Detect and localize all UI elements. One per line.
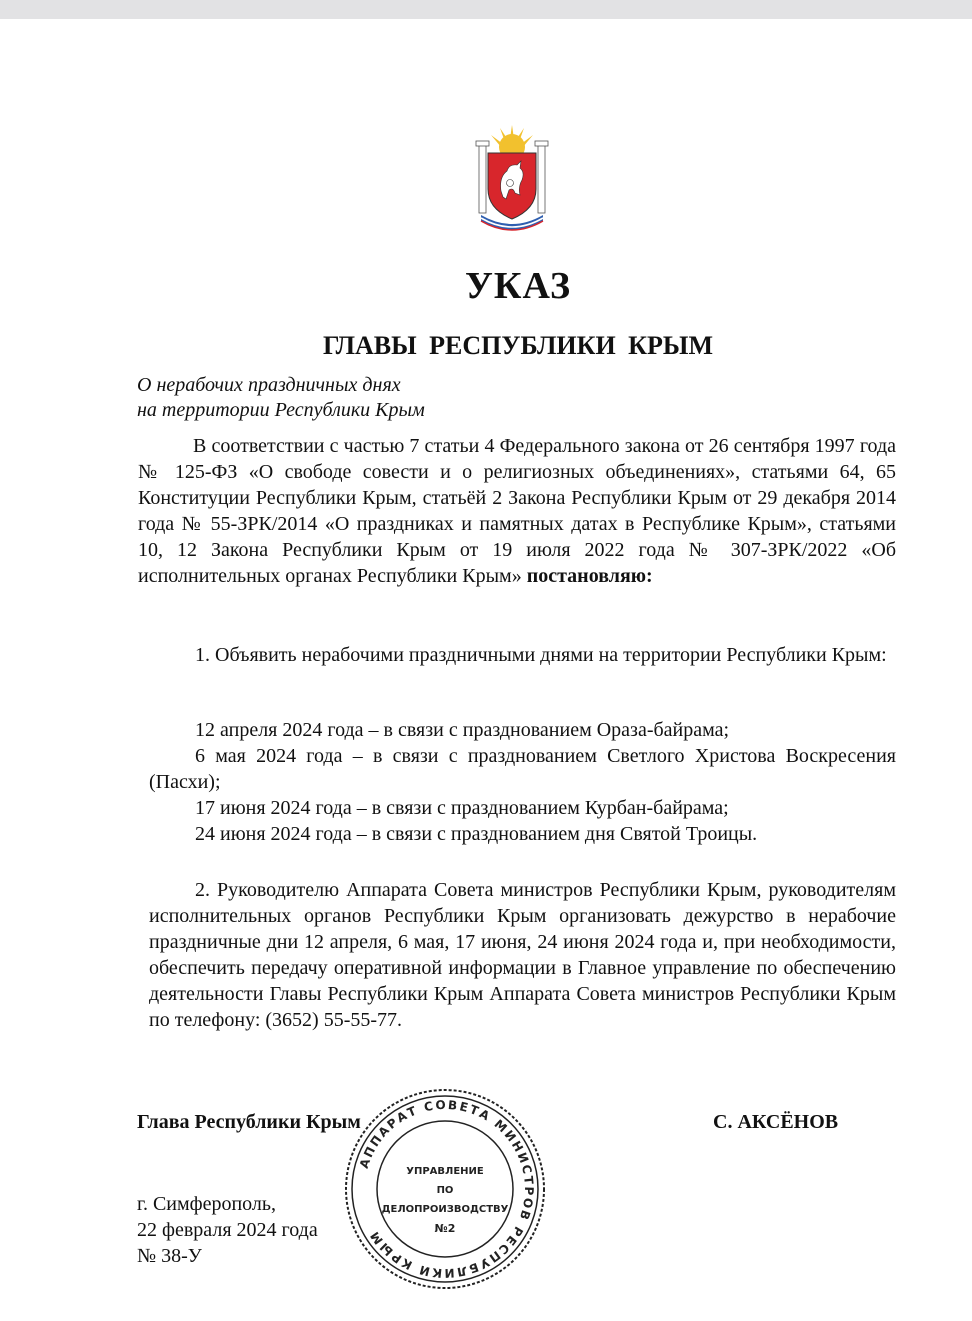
- document-title: УКАЗ: [465, 265, 571, 307]
- preamble-text: В соответствии с частью 7 статьи 4 Федерального закона от 26 сентября 1997 года № 125-ФЗ «О свободе совести и о религиозных объединениях», статьями 64, 65 Конституции Республики Крым, статьёй 2 Закона Республики Крым от 29 декабря 2014 года № 55-ЗРК/2014 «О праздниках и памятных датах в Республике Крым», статьями 10, 12 Закона Республики Крым от 19 июля 2022 года № 307-ЗРК/2022 «Об исполнительных органах Республики Крым»: [138, 435, 896, 587]
- stamp-line-3: ДЕЛОПРОИЗВОДСТВУ: [381, 1204, 509, 1215]
- stamp-line-4: №2: [434, 1222, 456, 1235]
- document-page: [0, 19, 972, 1321]
- issue-date: 22 февраля 2024 года: [137, 1219, 318, 1241]
- signatory-position: Глава Республики Крым: [137, 1111, 361, 1133]
- holiday-item: 12 апреля 2024 года – в связи с празднованием Ораза-байрама;: [195, 719, 730, 741]
- preamble-decision: постановляю:: [526, 565, 653, 587]
- holiday-item: 17 июня 2024 года – в связи с празднованием Курбан-байрама;: [195, 797, 729, 819]
- stamp-line-2: ПО: [436, 1185, 454, 1196]
- stamp-ring-text: АППАРАТ СОВЕТА МИНИСТРОВ РЕСПУБЛИКИ КРЫМ: [356, 1097, 537, 1281]
- holiday-item: 24 июня 2024 года – в связи с празднованием дня Святой Троицы.: [195, 823, 758, 845]
- holiday-item: 6 мая 2024 года – в связи с празднованием Светлого Христова Воскресения (Пасхи);: [149, 745, 896, 793]
- signatory-name: С. АКСЁНОВ: [713, 1111, 839, 1133]
- crimea-coat-of-arms-icon: [473, 117, 551, 239]
- preamble-paragraph: [138, 433, 896, 589]
- holiday-list: [149, 717, 896, 847]
- item-1-paragraph: 1. Объявить нерабочими праздничными днями на территории Республики Крым:: [195, 644, 887, 666]
- issue-details: [137, 1191, 318, 1269]
- document-subtitle: ГЛАВЫ РЕСПУБЛИКИ КРЫМ: [323, 331, 713, 360]
- stamp-line-1: УПРАВЛЕНИЕ: [406, 1166, 484, 1177]
- issue-city: г. Симферополь,: [137, 1193, 277, 1215]
- item-2-paragraph: 2. Руководителю Аппарата Совета министров Республики Крым, руководителям исполнительных органов Республики Крым организовать дежурство в нерабочие праздничные дни 12 апреля, 6 мая, 17 июня, 24 июня 2024 года и, при необходимости, обеспечить передачу оперативной информации в Главное управление по обеспечению деятельности Главы Республики Крым Аппарата Совета министров Республики Крым по телефону: (3652) 55-55-77.: [149, 879, 896, 1031]
- subject-line-2: на территории Республики Крым: [137, 399, 425, 421]
- document-subject: [137, 373, 425, 423]
- issue-number: № 38-У: [137, 1245, 202, 1267]
- subject-line-1: О нерабочих праздничных днях: [137, 374, 401, 396]
- official-stamp: [342, 1086, 548, 1292]
